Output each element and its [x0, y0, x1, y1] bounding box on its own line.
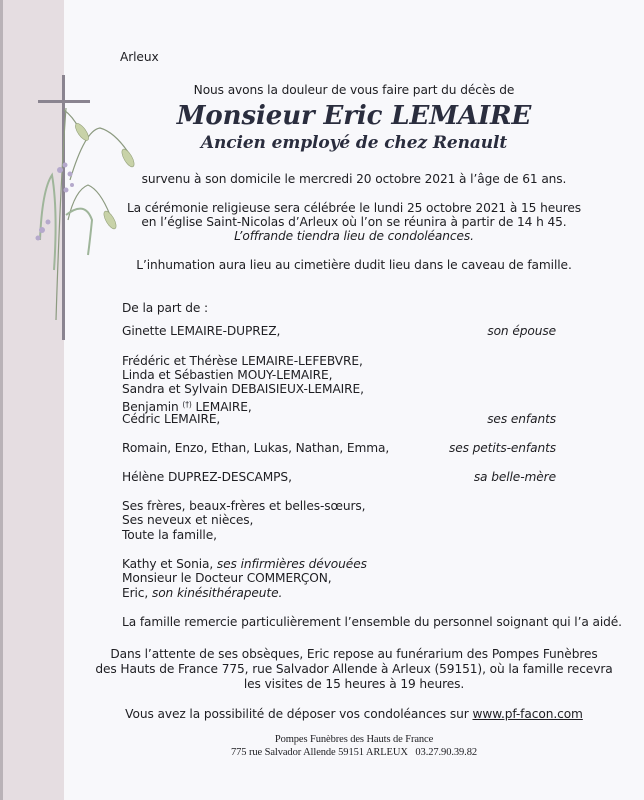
mother-in-law-relation: sa belle-mère	[473, 470, 556, 484]
children-relation: ses enfants	[487, 412, 556, 426]
place-name: Arleux	[120, 50, 159, 64]
ceremony-line-2: en l’église Saint-Nicolas d’Arleux où l’on se réunira à partir de 14 h 45.	[141, 215, 567, 229]
grandchildren-names: Romain, Enzo, Ethan, Lukas, Nathan, Emma,	[122, 441, 390, 455]
other-family-line: Ses frères, beaux-frères et belles-sœurs,	[122, 499, 366, 513]
ceremony-line-1: La cérémonie religieuse sera célébrée le lundi 25 octobre 2021 à 15 heures	[126, 201, 582, 215]
doctor-line: Monsieur le Docteur COMMERÇON,	[122, 571, 332, 585]
nurses-names: Kathy et Sonia,	[122, 557, 217, 571]
scan-edge	[0, 0, 3, 800]
deceased-occupation: Ancien employé de chez Renault	[200, 133, 508, 153]
burial-notice: L’inhumation aura lieu au cimetière dudit lieu dans le caveau de famille.	[136, 258, 572, 272]
physio-line	[122, 586, 282, 601]
child-first-name: Benjamin	[122, 400, 179, 414]
child-name: Frédéric et Thérèse LEMAIRE-LEFEBVRE,	[122, 354, 363, 368]
nurses-role: ses infirmières dévouées	[216, 557, 367, 571]
physio-role: son kinésithérapeute.	[151, 586, 283, 600]
repose-line-3: les visites de 15 heures à 19 heures.	[243, 677, 465, 691]
physio-name: Eric,	[122, 586, 152, 600]
footer-company: Pompes Funèbres des Hauts de France	[274, 734, 434, 745]
repose-line-1: Dans l’attente de ses obsèques, Eric repose au funérarium des Pompes Funèbres	[110, 647, 598, 661]
deceased-mark: (†)	[182, 400, 192, 409]
nurses-line	[122, 557, 367, 572]
condolences-line	[64, 707, 644, 722]
footer-address: 775 rue Salvador Allende 59151 ARLEUX 03.27.90.39.82	[231, 747, 477, 758]
child-name: Linda et Sébastien MOUY-LEMAIRE,	[122, 368, 333, 382]
family-heading: De la part de :	[122, 301, 209, 315]
spouse-name: Ginette LEMAIRE-DUPREZ,	[122, 324, 281, 338]
thanks-note: La famille remercie particulièrement l’ensemble du personnel soignant qui l’a aidé.	[122, 615, 622, 629]
spouse-relation: son épouse	[487, 324, 556, 338]
child-name: Cédric LEMAIRE,	[122, 412, 221, 426]
repose-line-2: des Hauts de France 775, rue Salvador Allende à Arleux (59151), où la famille recevra	[95, 662, 613, 676]
mother-in-law-name: Hélène DUPREZ-DESCAMPS,	[122, 470, 292, 484]
child-name: Sandra et Sylvain DEBAISIEUX-LEMAIRE,	[122, 382, 364, 396]
deceased-name: Monsieur Eric LEMAIRE	[176, 101, 532, 131]
offering-note: L’offrande tiendra lieu de condoléances.	[234, 229, 474, 243]
child-surname: LEMAIRE,	[191, 400, 252, 414]
grandchildren-relation: ses petits-enfants	[448, 441, 556, 455]
intro-text: Nous avons la douleur de vous faire part du décès de	[193, 83, 515, 97]
condolences-text: Vous avez la possibilité de déposer vos condoléances sur	[125, 707, 473, 721]
death-notice: survenu à son domicile le mercredi 20 octobre 2021 à l’âge de 61 ans.	[141, 172, 567, 186]
other-family-line: Ses neveux et nièces,	[122, 513, 254, 527]
condolences-link[interactable]: www.pf-facon.com	[472, 707, 583, 721]
other-family-line: Toute la famille,	[122, 528, 217, 542]
